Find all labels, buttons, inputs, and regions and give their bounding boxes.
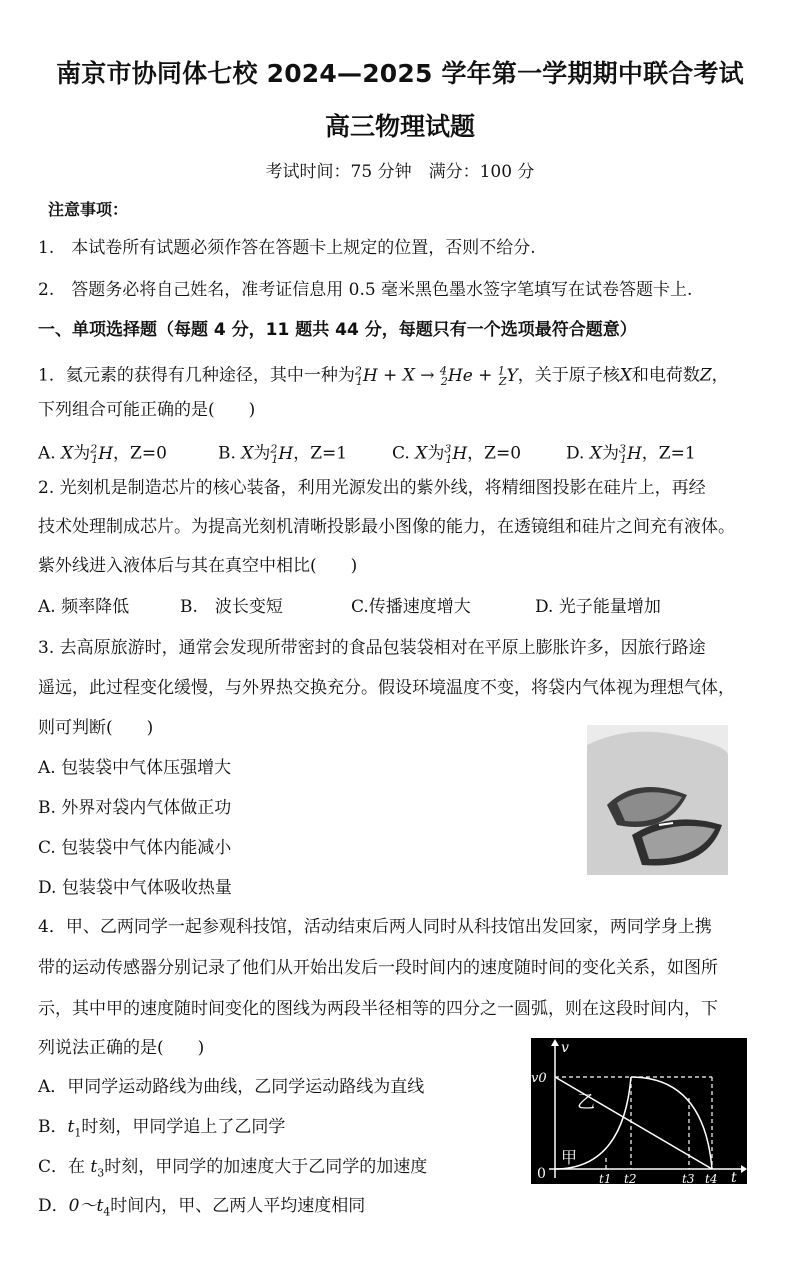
q2-stem-line2: 技术处理制成芯片。为提高光刻机清晰投影最小图像的能力，在透镜组和硅片之间充有液体。 [38,517,735,537]
q2-option-b: B. 波长变短 [180,597,283,617]
t-axis-label: t [731,1170,737,1184]
q1-stem-line2: 下列组合可能正确的是( ) [38,400,256,420]
q4-stem-line4: 列说法正确的是( ) [38,1038,205,1058]
v-axis-arrow [551,1039,559,1046]
q3-option-b: B. 外界对袋内气体做正功 [38,798,232,818]
t2-label: t2 [624,1172,637,1184]
q4-option-d: D．$0\sim t_4$时间内，甲、乙两人平均速度相同 [38,1196,366,1219]
t3-label: t3 [682,1172,695,1184]
notice-item-1: 1. 本试卷所有试题必须作答在答题卡上规定的位置，否则不给分. [38,238,536,258]
t4-label: t4 [705,1172,718,1184]
label-jia: 甲 [561,1148,578,1167]
label-yi: 乙 [577,1092,595,1113]
q4-stem-line2: 带的运动传感器分别记录了他们从开始出发后一段时间内的速度随时间的变化关系，如图所 [38,958,718,978]
q1-option-a: A. X为$^2_1$H，Z=0 [38,442,167,467]
notice-item-2: 2. 答题务必将自己姓名，准考证信息用 0.5 毫米黑色墨水签字笔填写在试卷答题卡上. [38,280,693,300]
q3-option-c: C. 包装袋中气体内能减小 [38,838,232,858]
v-axis-label: v [561,1040,569,1056]
q3-stem-line3: 则可判断( ) [38,718,154,738]
v0-label: v0 [531,1071,547,1086]
velocity-time-graph [531,1038,747,1184]
jia-arc-2 [631,1077,712,1169]
food-bag-photo [587,725,728,875]
q4-option-b: B．$t_1$时刻，甲同学追上了乙同学 [38,1117,286,1140]
q4-stem-line1: 4．甲、乙两同学一起参观科技馆，活动结束后两人同时从科技馆出发回家，两同学身上携 [38,917,712,937]
exam-title: 南京市协同体七校 2024—2025 学年第一学期期中联合考试 [56,59,744,88]
q2-option-c: C.传播速度增大 [351,597,471,617]
t1-label: t1 [599,1172,612,1184]
origin-label: 0 [537,1166,546,1182]
q2-stem-line3: 紫外线进入液体后与其在真空中相比( ) [38,556,358,576]
q2-option-a: A. 频率降低 [38,597,130,617]
q1-option-d: D. X为$^3_1$H，Z=1 [566,442,696,467]
section-heading: 一、单项选择题（每题 4 分，11 题共 44 分，每题只有一个选项最符合题意） [38,320,637,340]
fusion-equation: $^2_1$H + X → $^4_2$He + $^1_Z$Y [354,364,518,389]
exam-subtitle: 高三物理试题 [324,112,475,141]
q3-stem-line1: 3. 去高原旅游时，通常会发现所带密封的食品包装袋相对在平原上膨胀许多，因旅行路途 [38,638,706,658]
q1-stem-line1: 1．氦元素的获得有几种途径，其中一种为$^2_1$H + X → $^4_2$He + $^1_Z$Y，关于原子核X和电荷数Z， [38,364,729,389]
notice-heading: 注意事项： [48,200,129,219]
q3-option-d: D. 包装袋中气体吸收热量 [38,878,232,898]
q4-stem-line3: 示，其中甲的速度随时间变化的图线为两段半径相等的四分之一圆弧，则在这段时间内，下 [38,999,718,1019]
q2-stem-line1: 2. 光刻机是制造芯片的核心装备，利用光源发出的紫外线，将精细图投影在硅片上，再经 [38,478,706,498]
q3-option-a: A. 包装袋中气体压强增大 [38,758,232,778]
exam-info: 考试时间：75 分钟 满分：100 分 [265,162,535,182]
t-axis-arrow [741,1165,747,1173]
q1-option-b: B. X为$^2_1$H，Z=1 [218,442,348,467]
q4-option-a: A．甲同学运动路线为曲线，乙同学运动路线为直线 [38,1077,425,1097]
q4-option-c: C．在 $t_3$时刻，甲同学的加速度大于乙同学的加速度 [38,1157,428,1180]
q1-option-c: C. X为$^3_1$H，Z=0 [392,442,522,467]
q2-option-d: D. 光子能量增加 [535,597,661,617]
q3-stem-line2: 遥远，此过程变化缓慢，与外界热交换充分。假设环境温度不变，将袋内气体视为理想气体， [38,678,735,698]
